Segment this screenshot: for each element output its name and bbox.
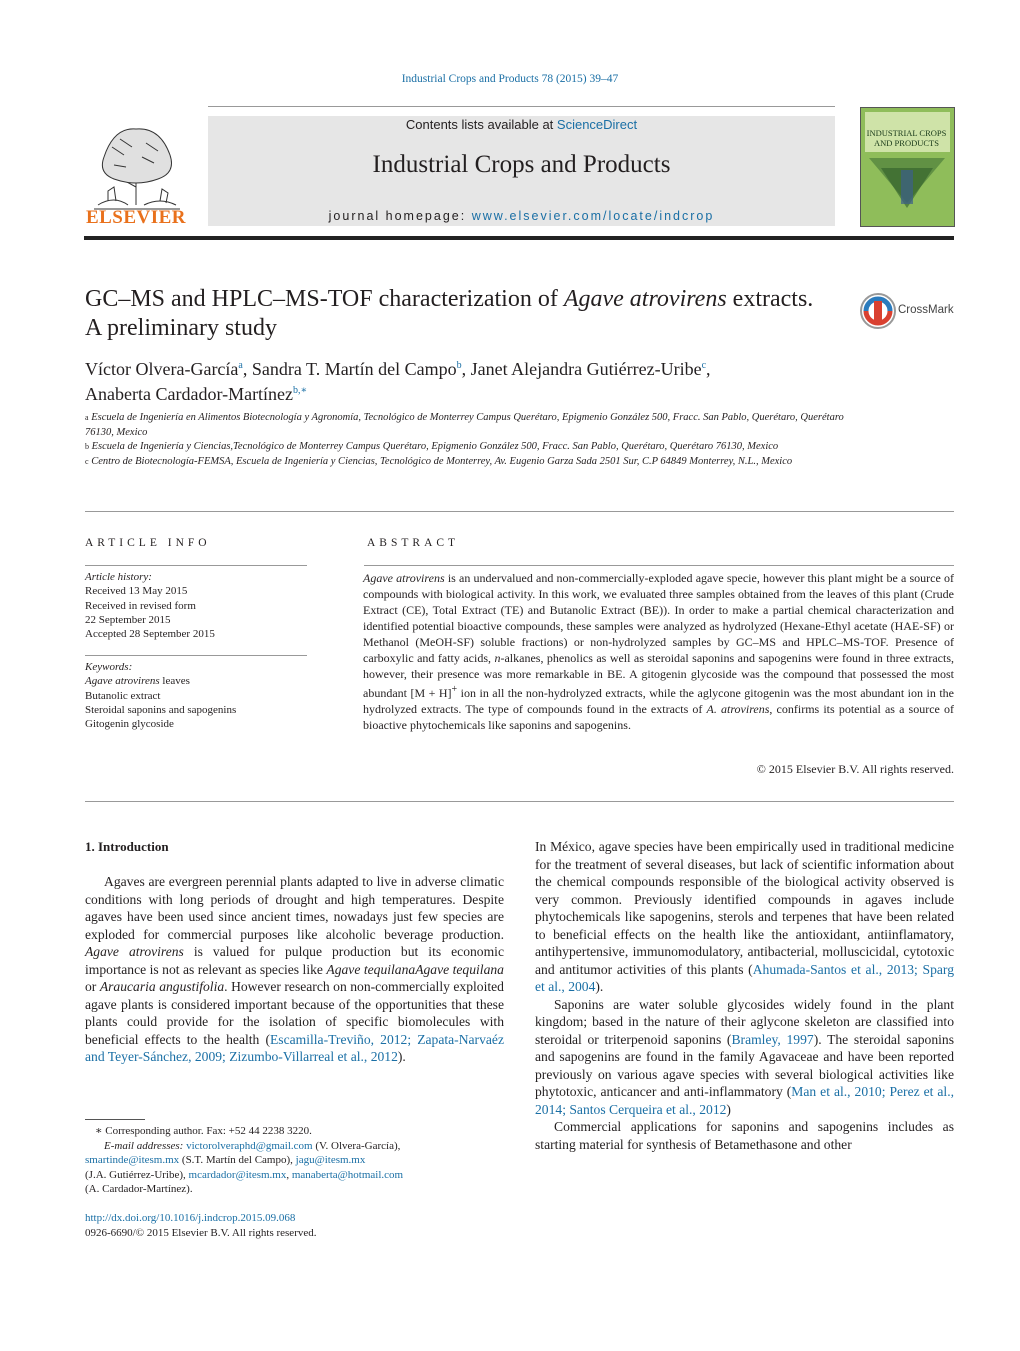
cover-title: INDUSTRIAL CROPS AND PRODUCTS [866,128,947,148]
footnote-rule [85,1119,145,1120]
section-heading-introduction: 1. Introduction [85,839,169,854]
cover-artwork [861,108,954,226]
affiliation-marker[interactable]: c [701,360,707,371]
issn-line: 0926-6690/© 2015 Elsevier B.V. All rights reserved. [85,1226,317,1239]
email-link[interactable]: smartinde@itesm.mx [85,1154,180,1166]
author-name: Janet Alejandra Gutiérrez-Uribe [470,359,702,379]
paragraph: Saponins are water soluble glycosides widely found in the plant kingdom; based in the nature of their aglycone skeleton are classified into steroidal or triterpenoid saponins (Bramley, 1997). The steroidal saponins and sapogenins are found in the family Agavaceae and have been reported previously on various agave species with several biological activities like phytotoxic, anticancer and anti-inflammatory (Man et al., 2010; Perez et al., 2014; Santos Cerqueira et al., 2012) [535,996,954,1117]
divider [85,801,954,802]
crossmark-icon [858,291,898,331]
author-name: Sandra T. Martín del Campo [251,359,457,379]
contents-available-line [208,117,835,132]
paragraph: In México, agave species have been empirically used in traditional medicine for the treatment of several diseases, but lack of scientific information about the chemical compounds responsible of the biological activity observed is very common. Previously identified compounds in agaves include phytochemicals like sapogenins, sterols and terpenes that have been related to beneficial effects on the health like the antioxidant, antiinflamatory, antihypertensive, immunomodulatory, antibacterial, molluscicidal, cytotoxic and antitumor activities of this plants (Ahumada-Santos et al., 2013; Sparg et al., 2004). [535,839,954,994]
keywords-label: Keywords: [85,661,133,673]
header-rule-bottom [84,236,954,240]
crossmark-badge[interactable] [858,291,958,331]
divider [85,565,307,566]
affiliation-b: $^b$ Escuela de Ingeniería y Ciencias,Tecnológico de Monterrey Campus Querétaro, Epigmenio González 500, Fracc. San Pablo, Querétaro, Querétaro 76130, Mexico [85,441,779,452]
affiliation-a: $^a$ Escuela de Ingeniería en Alimentos Biotecnología y Agronomía, Tecnológico de Monterrey Campus Querétaro, Epigmenio González 500, Fracc. San Pablo, Querétaro, Querétaro 76130, Mexico [85,412,844,438]
doi-block [85,1211,505,1240]
article-history [85,570,307,641]
history-line: 22 September 2015 [85,613,171,626]
divider [364,565,954,566]
divider [85,511,954,512]
doi-link[interactable]: http://dx.doi.org/10.1016/j.indcrop.2015.09.068 [85,1212,296,1224]
abstract-heading: ABSTRACT [367,537,460,549]
body-column-right [535,838,954,1153]
author-name: Anaberta Cardador-Martínez [85,384,294,404]
author-list: Víctor Olvera-García$^a$, Sandra T. Martín del Campo$^b$, Janet Alejandra Gutiérrez-Uribe$^c$, Anaberta Cardador-Martínez$^{b,∗}$ [85,359,711,404]
paragraph: Agaves are evergreen perennial plants adapted to live in adverse climatic conditions with long periods of drought and high temperatures. Despite agaves have been used since ancient times, nowadays just few species are exploded for commercial purposes like alcoholic beverage production. Agave atrovirens is valued for pulque production but its economic importance is not as relevant as species like Agave tequilanaAgave tequilana or Araucaria angustifolia. However research on non-commercially exploited agave plants is considered important because of the opportunities that these plants could provide for the isolation of specific biomolecules with beneficial effects to the health (Escamilla-Treviño, 2012; Zapata-Narvaéz and Teyer-Sánchez, 2009; Zizumbo-Villarreal et al., 2012). [85,874,504,1064]
affiliations [85,411,845,469]
affiliation-marker[interactable]: b,∗ [293,385,308,396]
citation-link[interactable]: Bramley, 1997 [731,1031,814,1047]
history-label: Article history: [85,571,152,583]
divider [85,655,307,656]
sciencedirect-link[interactable]: ScienceDirect [556,117,638,132]
elsevier-wordmark: ELSEVIER [85,207,187,228]
keywords [85,660,307,731]
email-label: E-mail addresses: [104,1139,184,1152]
keyword: Gitogenin glycoside [85,718,174,731]
history-line: Received in revised form [85,599,196,612]
history-line: Received 13 May 2015 [85,585,188,598]
keyword: Butanolic extract [85,689,161,702]
keyword: Agave atrovirens leaves [85,675,190,688]
corresponding-author-note: ∗ Corresponding author. Fax: +52 44 2238 3220. [95,1125,312,1137]
email-link[interactable]: manaberta@hotmail.com [291,1168,404,1181]
journal-title: Industrial Crops and Products [372,151,671,178]
history-line: Accepted 28 September 2015 [85,628,215,641]
keyword: Steroidal saponins and sapogenins [85,703,237,716]
body-column-left [85,873,504,1066]
paragraph: Commercial applications for saponins and sapogenins includes as starting material for synthesis of Betamethasone and other [535,1119,954,1152]
footnotes: ∗ Corresponding author. Fax: +52 44 2238 3220. E-mail addresses: victorolveraphd@gmail.com (V. Olvera-García), smartinde@itesm.mx (S.T. Martín del Campo), jagu@itesm.mx (J.A. Gutiérrez-Uribe), mcardador@itesm.mx, manaberta@hotmail.com (A. Cardador-Martínez). [85,1124,505,1197]
crossmark-label: CrossMark [898,304,954,316]
affiliation-marker[interactable]: b [456,360,462,371]
citation-link[interactable]: Ahumada-Santos et al., 2013; Sparg et al., 2004 [535,961,954,994]
article-title [85,285,825,343]
author-name: Víctor Olvera-García [85,359,239,379]
contents-prefix: Contents lists available at [405,117,557,132]
abstract-copyright: © 2015 Elsevier B.V. All rights reserved. [756,762,954,776]
journal-citation[interactable]: Industrial Crops and Products 78 (2015) 39–47 [401,73,619,85]
email-link[interactable]: mcardador@itesm.mx [188,1168,287,1181]
title-part-2: extracts. A preliminary study [85,286,814,341]
title-species: Agave atrovirens [563,286,727,312]
email-link[interactable]: victorolveraphd@gmail.com [186,1139,313,1152]
journal-cover-image [860,107,955,227]
affiliation-c: $^c$ Centro de Biotecnología-FEMSA, Escuela de Ingeniería y Ciencias, Tecnológico de Monterrey, Av. Eugenio Garza Sada 2501 Sur, C.P 64849 Monterrey, N.L., Mexico [85,455,793,467]
homepage-prefix: journal homepage: [328,209,472,223]
header-rule-top [208,106,835,107]
title-part-1: GC–MS and HPLC–MS-TOF characterization of [85,286,564,312]
affiliation-marker[interactable]: a [238,360,243,371]
article-info-heading: ARTICLE INFO [85,537,211,549]
citation-link[interactable]: Man et al., 2010; Perez et al., 2014; Santos Cerqueira et al., 2012 [535,1084,954,1117]
journal-homepage-line [208,209,835,223]
email-link[interactable]: jagu@itesm.mx [295,1154,366,1166]
abstract-body: Agave atrovirens is an undervalued and non-commercially-exploded agave specie, however this plant might be a source of compounds with biological activity. In this work, we evaluated three samples obtained from the leaves of this plant (Crude Extract (CE), Total Extract (TE) and Butanolic Extract (BE)). In order to make a partial chemical characterization and identified potential bioactive compounds, these samples were analyzed as hydrolyzed (Hexane-Ethyl acetate (HAE-SF) or Methanol (MeOH-SF) soluble fractions) or non-hydrolyzed samples by GC–MS and HPLC–MS-TOF. Presence of carboxylic and fatty acids, n-alkanes, phenolics as well as steroidal saponins and sapogenins were found in three extracts, however, their presence was more remarkable in BE. A gitogenin glycoside was the compound that possessed the most abundant [M + H]+ ion in all the non-hydrolyzed extracts, while the aglycone gitogenin was the most abundant ion in the hydrolyzed extracts. The type of compounds found in the extracts of A. atrovirens, confirms its potential as a source of bioactive phytochemicals like saponins and sapogenins. [363,571,955,732]
homepage-link[interactable]: www.elsevier.com/locate/indcrop [471,209,715,223]
citation-link[interactable]: Escamilla-Treviño, 2012; Zapata-Narvaéz and Teyer-Sánchez, 2009; Zizumbo-Villarreal et al., 2012 [85,1031,504,1064]
